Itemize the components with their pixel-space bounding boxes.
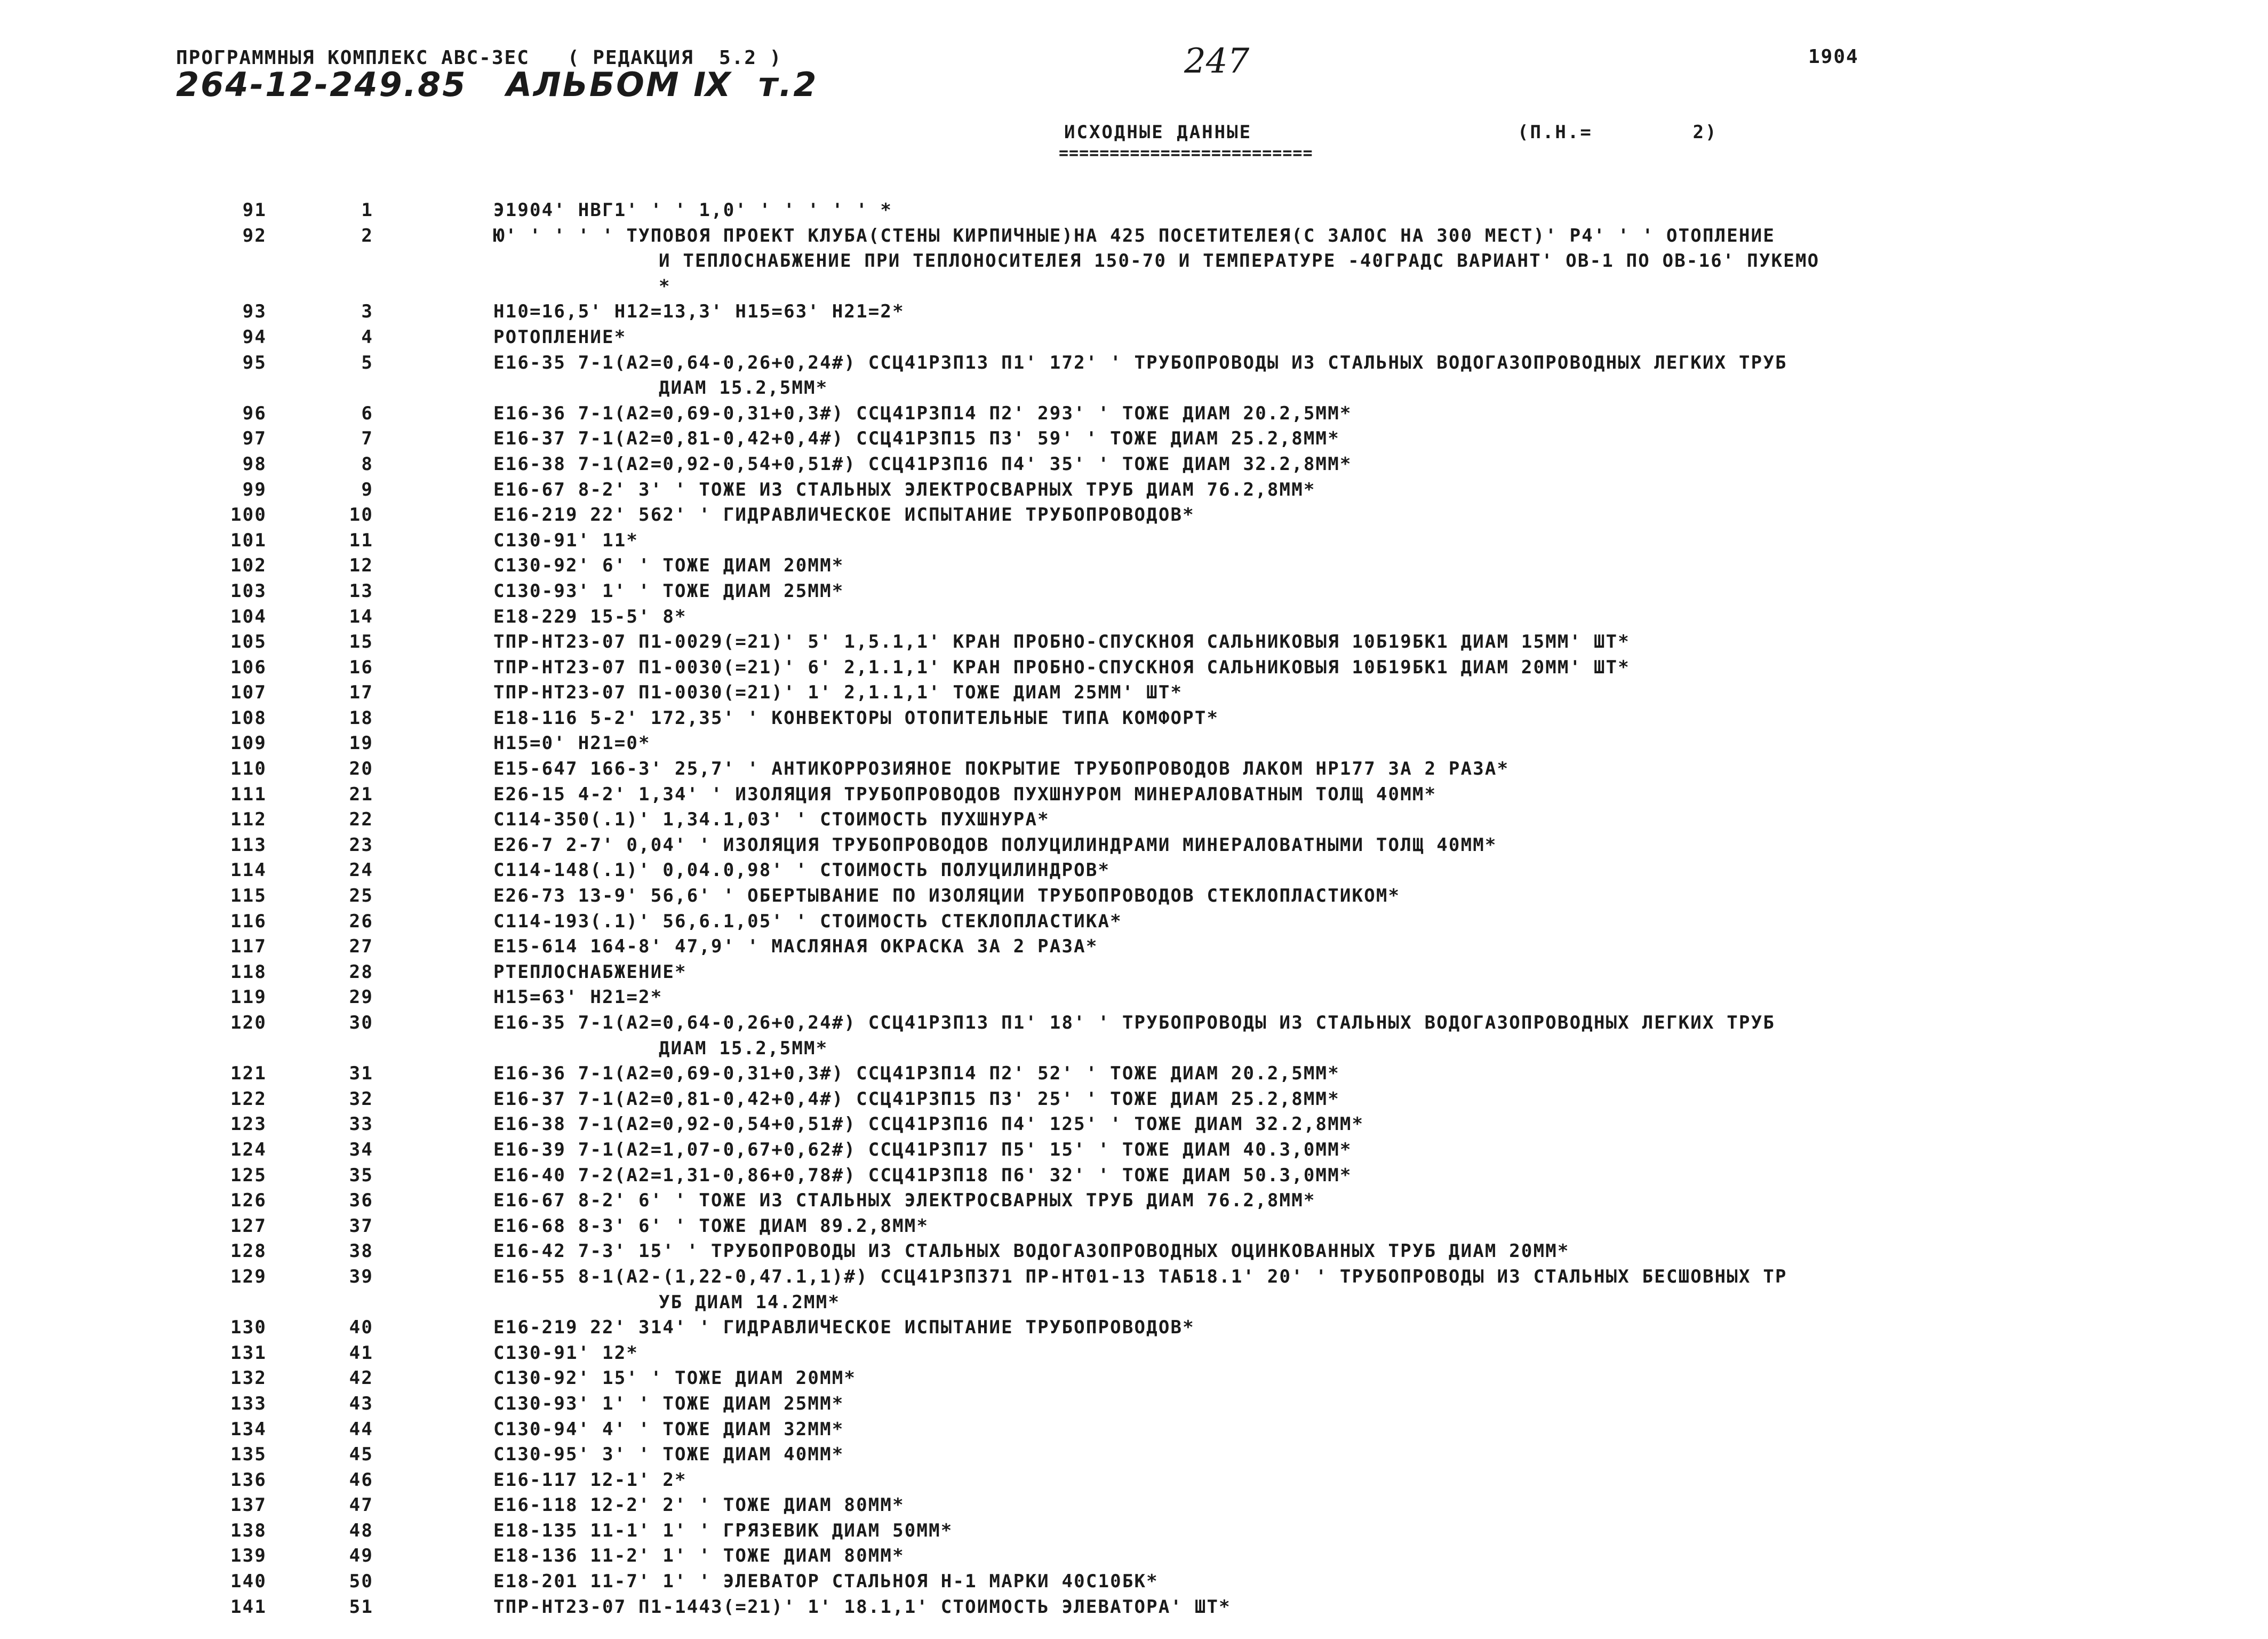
listing-row xyxy=(0,680,2268,706)
listing-row xyxy=(0,351,2268,401)
row-text-line: С130-93' 1' ' ТОЖЕ ДИАМ 25ММ* xyxy=(493,1393,844,1414)
row-line-number: 94 xyxy=(242,326,267,348)
row-text xyxy=(493,1595,1231,1620)
row-line-number: 126 xyxy=(230,1190,267,1212)
row-text xyxy=(493,1366,856,1391)
row-text xyxy=(493,401,1352,427)
row-text-continuation: УБ ДИАМ 14.2ММ* xyxy=(659,1291,841,1313)
listing-row xyxy=(0,1239,2268,1264)
row-sequence-number: 39 xyxy=(349,1266,373,1287)
row-text xyxy=(493,503,1195,528)
row-text xyxy=(493,909,1122,935)
row-text-line: ТПР-НТ23-07 П1-0029(=21)' 5' 1,5.1,1' КРАН ПРОБНО-СПУСКНОЯ САЛЬНИКОВЫЯ 10Б19БК1 ДИАМ 15ММ' ШТ* xyxy=(493,631,1630,653)
row-text-line: С130-95' 3' ' ТОЖЕ ДИАМ 40ММ* xyxy=(493,1444,844,1466)
row-text-line: Н15=63' Н21=2* xyxy=(493,986,663,1008)
row-line-number: 124 xyxy=(230,1139,267,1160)
row-sequence-number: 14 xyxy=(349,606,373,627)
row-sequence-number: 1 xyxy=(361,200,373,221)
row-text-line: РОТОПЛЕНИЕ* xyxy=(493,326,627,348)
listing-row xyxy=(0,1366,2268,1391)
row-text-line: С130-92' 15' ' ТОЖЕ ДИАМ 20ММ* xyxy=(493,1367,857,1389)
handwritten-album-reference: 264-12-249.85 АЛЬБОМ Ⅸ т.2 xyxy=(176,65,818,104)
row-text-line: Е18-201 11-7' 1' ' ЭЛЕВАТОР СТАЛЬНОЯ Н-1 МАРКИ 40С10БК* xyxy=(493,1571,1159,1593)
title-underline: ========================= xyxy=(1059,144,1313,163)
row-sequence-number: 46 xyxy=(349,1469,373,1491)
row-text-line: С130-94' 4' ' ТОЖЕ ДИАМ 32ММ* xyxy=(493,1418,844,1440)
row-text xyxy=(493,1341,638,1366)
row-text xyxy=(493,1543,905,1569)
row-text-line: Е16-38 7-1(А2=0,92-0,54+0,51#) ССЦ41Р3П16 П4' 35' ' ТОЖЕ ДИАМ 32.2,8ММ* xyxy=(493,453,1352,475)
row-line-number: 115 xyxy=(230,885,267,907)
row-text xyxy=(493,452,1352,478)
row-text-line: Е16-35 7-1(А2=0,64-0,26+0,24#) ССЦ41Р3П13 П1' 172' ' ТРУБОПРОВОДЫ ИЗ СТАЛЬНЫХ ВОДОГАЗОПРОВОДНЫХ ЛЕГКИХ ТРУБ xyxy=(493,352,1787,373)
row-sequence-number: 32 xyxy=(349,1088,373,1110)
row-line-number: 131 xyxy=(230,1342,267,1364)
row-text xyxy=(493,807,1050,833)
row-sequence-number: 19 xyxy=(349,733,373,754)
row-text-line: Э1904' НВГ1' ' ' 1,0' ' ' ' ' ' * xyxy=(493,200,893,221)
row-text-line: ТПР-НТ23-07 П1-0030(=21)' 6' 2,1.1,1' КРАН ПРОБНО-СПУСКНОЯ САЛЬНИКОВЫЯ 10Б19БК1 ДИАМ 20ММ' ШТ* xyxy=(493,656,1630,678)
row-text xyxy=(493,1214,929,1239)
listing-row xyxy=(0,1188,2268,1214)
row-line-number: 133 xyxy=(230,1393,267,1414)
row-text xyxy=(493,782,1436,808)
row-text-line: Е26-73 13-9' 56,6' ' ОБЕРТЫВАНИЕ ПО ИЗОЛЯЦИИ ТРУБОПРОВОДОВ СТЕКЛОПЛАСТИКОМ* xyxy=(493,885,1401,907)
row-sequence-number: 48 xyxy=(349,1519,373,1541)
listing-row xyxy=(0,782,2268,808)
listing-row xyxy=(0,1264,2268,1315)
row-line-number: 91 xyxy=(242,200,267,221)
row-sequence-number: 29 xyxy=(349,986,373,1008)
row-text xyxy=(493,528,638,554)
row-text xyxy=(493,960,687,985)
row-sequence-number: 21 xyxy=(349,783,373,805)
row-text-line: Е16-38 7-1(А2=0,92-0,54+0,51#) ССЦ41Р3П16 П4' 125' ' ТОЖЕ ДИАМ 32.2,8ММ* xyxy=(493,1113,1364,1135)
row-text-line: Е16-55 8-1(А2-(1,22-0,47.1,1)#) ССЦ41Р3П371 ПР-НТ01-13 ТАБ18.1' 20' ' ТРУБОПРОВОДЫ ИЗ СТАЛЬНЫХ БЕСШОВНЫХ ТР xyxy=(493,1266,1787,1287)
row-sequence-number: 26 xyxy=(349,910,373,932)
row-text xyxy=(493,553,844,579)
row-sequence-number: 41 xyxy=(349,1342,373,1364)
row-text-line: Е18-136 11-2' 1' ' ТОЖЕ ДИАМ 80ММ* xyxy=(493,1545,905,1567)
listing-row xyxy=(0,1442,2268,1468)
row-text xyxy=(493,833,1497,858)
row-sequence-number: 23 xyxy=(349,834,373,856)
listing-row xyxy=(0,604,2268,630)
row-text xyxy=(493,858,1110,884)
row-line-number: 137 xyxy=(230,1494,267,1516)
row-sequence-number: 42 xyxy=(349,1367,373,1389)
row-text-line: Е16-42 7-3' 15' ' ТРУБОПРОВОДЫ ИЗ СТАЛЬНЫХ ВОДОГАЗОПРОВОДНЫХ ОЦИНКОВАННЫХ ТРУБ ДИАМ 20ММ* xyxy=(493,1240,1570,1262)
row-text-line: Н10=16,5' Н12=13,3' Н15=63' Н21=2* xyxy=(493,301,905,323)
row-text-line: Е16-67 8-2' 3' ' ТОЖЕ ИЗ СТАЛЬНЫХ ЭЛЕКТРОСВАРНЫХ ТРУБ ДИАМ 76.2,8ММ* xyxy=(493,479,1316,500)
row-line-number: 106 xyxy=(230,656,267,678)
row-line-number: 130 xyxy=(230,1317,267,1339)
row-text-line: Е16-40 7-2(А2=1,31-0,86+0,78#) ССЦ41Р3П18 П6' 32' ' ТОЖЕ ДИАМ 50.3,0ММ* xyxy=(493,1164,1352,1186)
row-text-line: Е26-7 2-7' 0,04' ' ИЗОЛЯЦИЯ ТРУБОПРОВОДОВ ПОЛУЦИЛИНДРАМИ МИНЕРАЛОВАТНЫМИ ТОЛЩ 40ММ* xyxy=(493,834,1497,856)
row-sequence-number: 13 xyxy=(349,580,373,602)
row-line-number: 100 xyxy=(230,504,267,526)
row-text xyxy=(493,680,1183,706)
row-sequence-number: 8 xyxy=(361,453,373,475)
row-line-number: 98 xyxy=(242,453,267,475)
row-sequence-number: 35 xyxy=(349,1164,373,1186)
listing-row xyxy=(0,1087,2268,1112)
listing-row xyxy=(0,1543,2268,1569)
row-sequence-number: 18 xyxy=(349,707,373,729)
row-text-line: Е16-35 7-1(А2=0,64-0,26+0,24#) ССЦ41Р3П13 П1' 18' ' ТРУБОПРОВОДЫ ИЗ СТАЛЬНЫХ ВОДОГАЗОПРОВОДНЫХ ЛЕГКИХ ТРУБ xyxy=(493,1012,1775,1034)
row-line-number: 127 xyxy=(230,1215,267,1237)
row-text xyxy=(493,655,1630,681)
row-text-line: Е16-68 8-3' 6' ' ТОЖЕ ДИАМ 89.2,8ММ* xyxy=(493,1215,929,1237)
row-text xyxy=(493,1518,953,1544)
row-sequence-number: 45 xyxy=(349,1444,373,1466)
row-text-line: Ю' ' ' ' ' ТУПОВОЯ ПРОЕКТ КЛУБА(СТЕНЫ КИРПИЧНЫЕ)НА 425 ПОСЕТИТЕЛЕЯ(С ЗАЛОС НА 300 МЕСТ)' Р4' ' ' ОТОПЛЕНИЕ xyxy=(493,225,1775,246)
row-sequence-number: 47 xyxy=(349,1494,373,1516)
row-text xyxy=(493,1391,844,1417)
row-line-number: 128 xyxy=(230,1240,267,1262)
row-text-line: Е15-614 164-8' 47,9' ' МАСЛЯНАЯ ОКРАСКА ЗА 2 РАЗА* xyxy=(493,936,1098,958)
handwritten-page-number: 247 xyxy=(1184,42,1250,81)
row-text-line: С130-91' 12* xyxy=(493,1342,639,1364)
row-text-line: Е16-36 7-1(А2=0,69-0,31+0,3#) ССЦ41Р3П14 П2' 293' ' ТОЖЕ ДИАМ 20.2,5ММ* xyxy=(493,402,1352,424)
listing-row xyxy=(0,478,2268,503)
row-sequence-number: 38 xyxy=(349,1240,373,1262)
row-text xyxy=(493,325,626,351)
row-sequence-number: 9 xyxy=(361,479,373,500)
listing-row xyxy=(0,528,2268,554)
row-line-number: 134 xyxy=(230,1418,267,1440)
listing-row xyxy=(0,1214,2268,1239)
row-text xyxy=(493,1417,844,1443)
listing-row xyxy=(0,1011,2268,1061)
listing-row xyxy=(0,503,2268,528)
row-text xyxy=(493,224,1819,300)
row-line-number: 121 xyxy=(230,1063,267,1085)
row-sequence-number: 33 xyxy=(349,1113,373,1135)
row-line-number: 120 xyxy=(230,1012,267,1034)
row-sequence-number: 24 xyxy=(349,860,373,881)
row-text xyxy=(493,1468,687,1493)
row-line-number: 97 xyxy=(242,428,267,450)
row-sequence-number: 49 xyxy=(349,1545,373,1567)
row-sequence-number: 28 xyxy=(349,961,373,983)
row-text xyxy=(493,1493,905,1518)
listing-row xyxy=(0,452,2268,478)
row-line-number: 129 xyxy=(230,1266,267,1287)
row-text-line: Е15-647 166-3' 25,7' ' АНТИКОРРОЗИЯНОЕ ПОКРЫТИЕ ТРУБОПРОВОДОВ ЛАКОМ НР177 ЗА 2 РАЗА* xyxy=(493,758,1510,780)
row-line-number: 108 xyxy=(230,707,267,729)
row-text-line: Е16-117 12-1' 2* xyxy=(493,1469,687,1491)
row-text xyxy=(493,1264,1787,1315)
row-text-line: ТПР-НТ23-07 П1-1443(=21)' 1' 18.1,1' СТОИМОСТЬ ЭЛЕВАТОРА' ШТ* xyxy=(493,1596,1231,1618)
row-text xyxy=(493,706,1219,731)
listing-row xyxy=(0,757,2268,782)
row-sequence-number: 20 xyxy=(349,758,373,780)
row-text xyxy=(493,1315,1195,1341)
listing-row xyxy=(0,1417,2268,1443)
listing-row xyxy=(0,630,2268,655)
listing-row xyxy=(0,985,2268,1011)
row-sequence-number: 5 xyxy=(361,352,373,373)
listing-row xyxy=(0,1518,2268,1544)
page-number-label: (П.Н.= 2) xyxy=(1518,122,1718,143)
row-text-line: Е26-15 4-2' 1,34' ' ИЗОЛЯЦИЯ ТРУБОПРОВОДОВ ПУХШНУРОМ МИНЕРАЛОВАТНЫМ ТОЛЩ 40ММ* xyxy=(493,783,1437,805)
listing-row xyxy=(0,1391,2268,1417)
row-text-continuation: И ТЕПЛОСНАБЖЕНИЕ ПРИ ТЕПЛОНОСИТЕЛЕЯ 150-70 И ТЕМПЕРАТУРЕ -40ГРАДС ВАРИАНТ' ОВ-1 ПО ОВ-16' ПУКЕМО xyxy=(659,250,1820,272)
row-sequence-number: 27 xyxy=(349,936,373,958)
row-text xyxy=(493,1188,1316,1214)
row-text-line: Е16-219 22' 314' ' ГИДРАВЛИЧЕСКОЕ ИСПЫТАНИЕ ТРУБОПРОВОДОВ* xyxy=(493,1317,1195,1339)
row-line-number: 109 xyxy=(230,733,267,754)
row-sequence-number: 31 xyxy=(349,1063,373,1085)
row-line-number: 99 xyxy=(242,479,267,500)
row-line-number: 125 xyxy=(230,1164,267,1186)
row-line-number: 141 xyxy=(230,1596,267,1618)
row-line-number: 110 xyxy=(230,758,267,780)
row-text xyxy=(493,630,1630,655)
row-text-line: ТПР-НТ23-07 П1-0030(=21)' 1' 2,1.1,1' ТОЖЕ ДИАМ 25ММ' ШТ* xyxy=(493,682,1183,704)
row-line-number: 102 xyxy=(230,555,267,577)
row-text xyxy=(493,757,1509,782)
row-text-line: Е16-118 12-2' 2' ' ТОЖЕ ДИАМ 80ММ* xyxy=(493,1494,905,1516)
row-text-line: Е16-37 7-1(А2=0,81-0,42+0,4#) ССЦ41Р3П15 П3' 59' ' ТОЖЕ ДИАМ 25.2,8ММ* xyxy=(493,428,1340,450)
row-sequence-number: 16 xyxy=(349,656,373,678)
row-sequence-number: 36 xyxy=(349,1190,373,1212)
row-text xyxy=(493,1011,1775,1061)
row-line-number: 116 xyxy=(230,910,267,932)
listing-row xyxy=(0,325,2268,351)
row-line-number: 140 xyxy=(230,1571,267,1593)
row-text-line: Е18-229 15-5' 8* xyxy=(493,606,687,627)
row-text-line: Е16-37 7-1(А2=0,81-0,42+0,4#) ССЦ41Р3П15 П3' 25' ' ТОЖЕ ДИАМ 25.2,8ММ* xyxy=(493,1088,1340,1110)
row-line-number: 96 xyxy=(242,402,267,424)
listing-row xyxy=(0,299,2268,325)
row-text-line: Е18-116 5-2' 172,35' ' КОНВЕКТОРЫ ОТОПИТЕЛЬНЫЕ ТИПА КОМФОРТ* xyxy=(493,707,1219,729)
listing-row xyxy=(0,553,2268,579)
row-line-number: 95 xyxy=(242,352,267,373)
row-text-line: РТЕПЛОСНАБЖЕНИЕ* xyxy=(493,961,687,983)
row-text xyxy=(493,1112,1364,1137)
listing-row xyxy=(0,198,2268,224)
listing-row xyxy=(0,1569,2268,1595)
listing-row xyxy=(0,1163,2268,1189)
row-sequence-number: 51 xyxy=(349,1596,373,1618)
row-line-number: 105 xyxy=(230,631,267,653)
row-text-line: С130-91' 11* xyxy=(493,529,639,551)
row-sequence-number: 15 xyxy=(349,631,373,653)
listing-row xyxy=(0,1061,2268,1087)
page-title: ИСХОДНЫЕ ДАННЫЕ xyxy=(1064,122,1252,143)
row-sequence-number: 44 xyxy=(349,1418,373,1440)
row-sequence-number: 34 xyxy=(349,1139,373,1160)
row-sequence-number: 7 xyxy=(361,428,373,450)
row-sequence-number: 50 xyxy=(349,1571,373,1593)
listing-row xyxy=(0,1468,2268,1493)
row-line-number: 114 xyxy=(230,860,267,881)
sheet-number: 1904 xyxy=(1808,46,1859,68)
row-text-line: Н15=0' Н21=0* xyxy=(493,733,651,754)
row-sequence-number: 40 xyxy=(349,1317,373,1339)
row-text-line: С114-148(.1)' 0,04.0,98' ' СТОИМОСТЬ ПОЛУЦИЛИНДРОВ* xyxy=(493,860,1111,881)
row-text-continuation: ДИАМ 15.2,5ММ* xyxy=(659,377,828,399)
row-line-number: 136 xyxy=(230,1469,267,1491)
row-text xyxy=(493,604,687,630)
row-text xyxy=(493,1239,1570,1264)
row-text-line: С114-193(.1)' 56,6.1,05' ' СТОИМОСТЬ СТЕКЛОПЛАСТИКА* xyxy=(493,910,1122,932)
row-line-number: 101 xyxy=(230,529,267,551)
listing-row xyxy=(0,934,2268,960)
row-text-continuation: * xyxy=(659,275,671,297)
row-sequence-number: 37 xyxy=(349,1215,373,1237)
row-sequence-number: 4 xyxy=(361,326,373,348)
listing-row xyxy=(0,960,2268,985)
listing-row xyxy=(0,833,2268,858)
data-listing xyxy=(0,198,2268,1620)
row-line-number: 119 xyxy=(230,986,267,1008)
row-text xyxy=(493,884,1400,909)
row-line-number: 135 xyxy=(230,1444,267,1466)
row-text-line: Е18-135 11-1' 1' ' ГРЯЗЕВИК ДИАМ 50ММ* xyxy=(493,1519,953,1541)
listing-row xyxy=(0,1493,2268,1518)
row-text xyxy=(493,1061,1340,1087)
row-text-line: Е16-36 7-1(А2=0,69-0,31+0,3#) ССЦ41Р3П14 П2' 52' ' ТОЖЕ ДИАМ 20.2,5ММ* xyxy=(493,1063,1340,1085)
listing-row xyxy=(0,401,2268,427)
listing-row xyxy=(0,426,2268,452)
row-line-number: 104 xyxy=(230,606,267,627)
listing-row xyxy=(0,731,2268,757)
row-line-number: 138 xyxy=(230,1519,267,1541)
row-sequence-number: 6 xyxy=(361,402,373,424)
row-text xyxy=(493,198,892,224)
row-text xyxy=(493,299,905,325)
row-text-line: Е16-219 22' 562' ' ГИДРАВЛИЧЕСКОЕ ИСПЫТАНИЕ ТРУБОПРОВОДОВ* xyxy=(493,504,1195,526)
row-text-line: С130-92' 6' ' ТОЖЕ ДИАМ 20ММ* xyxy=(493,555,844,577)
row-text-line: С114-350(.1)' 1,34.1,03' ' СТОИМОСТЬ ПУХШНУРА* xyxy=(493,809,1050,831)
row-sequence-number: 22 xyxy=(349,809,373,831)
row-text-line: Е16-39 7-1(А2=1,07-0,67+0,62#) ССЦ41Р3П17 П5' 15' ' ТОЖЕ ДИАМ 40.3,0ММ* xyxy=(493,1139,1352,1160)
row-sequence-number: 3 xyxy=(361,301,373,323)
row-text-line: С130-93' 1' ' ТОЖЕ ДИАМ 25ММ* xyxy=(493,580,844,602)
row-line-number: 139 xyxy=(230,1545,267,1567)
row-line-number: 107 xyxy=(230,682,267,704)
row-text xyxy=(493,426,1340,452)
row-sequence-number: 30 xyxy=(349,1012,373,1034)
row-text xyxy=(493,934,1098,960)
row-line-number: 113 xyxy=(230,834,267,856)
listing-row xyxy=(0,884,2268,909)
row-line-number: 122 xyxy=(230,1088,267,1110)
listing-row xyxy=(0,1112,2268,1137)
listing-row xyxy=(0,1137,2268,1163)
listing-row xyxy=(0,807,2268,833)
listing-row xyxy=(0,858,2268,884)
row-text-continuation: ДИАМ 15.2,5ММ* xyxy=(659,1037,828,1059)
row-line-number: 93 xyxy=(242,301,267,323)
listing-row xyxy=(0,579,2268,604)
row-text xyxy=(493,1087,1340,1112)
listing-row xyxy=(0,1315,2268,1341)
row-line-number: 112 xyxy=(230,809,267,831)
row-text xyxy=(493,1137,1352,1163)
row-line-number: 123 xyxy=(230,1113,267,1135)
listing-row xyxy=(0,1341,2268,1366)
row-sequence-number: 25 xyxy=(349,885,373,907)
row-line-number: 117 xyxy=(230,936,267,958)
row-text xyxy=(493,1163,1352,1189)
row-text xyxy=(493,579,844,604)
listing-row xyxy=(0,224,2268,300)
row-sequence-number: 43 xyxy=(349,1393,373,1414)
row-text xyxy=(493,351,1787,401)
program-header: ПРОГРАММНЫЯ КОМПЛЕКС АВС-ЗЕС ( РЕДАКЦИЯ 5.2 ) xyxy=(176,47,782,69)
row-sequence-number: 2 xyxy=(361,225,373,246)
row-line-number: 92 xyxy=(242,225,267,246)
row-line-number: 132 xyxy=(230,1367,267,1389)
row-text-line: Е16-67 8-2' 6' ' ТОЖЕ ИЗ СТАЛЬНЫХ ЭЛЕКТРОСВАРНЫХ ТРУБ ДИАМ 76.2,8ММ* xyxy=(493,1190,1316,1212)
row-sequence-number: 12 xyxy=(349,555,373,577)
row-line-number: 111 xyxy=(230,783,267,805)
row-line-number: 103 xyxy=(230,580,267,602)
listing-row xyxy=(0,706,2268,731)
row-text xyxy=(493,985,662,1011)
row-line-number: 118 xyxy=(230,961,267,983)
listing-row xyxy=(0,909,2268,935)
row-sequence-number: 10 xyxy=(349,504,373,526)
listing-row xyxy=(0,655,2268,681)
row-text xyxy=(493,731,651,757)
row-text xyxy=(493,1569,1159,1595)
row-text xyxy=(493,478,1316,503)
row-text xyxy=(493,1442,844,1468)
row-sequence-number: 17 xyxy=(349,682,373,704)
listing-row xyxy=(0,1595,2268,1620)
row-sequence-number: 11 xyxy=(349,529,373,551)
